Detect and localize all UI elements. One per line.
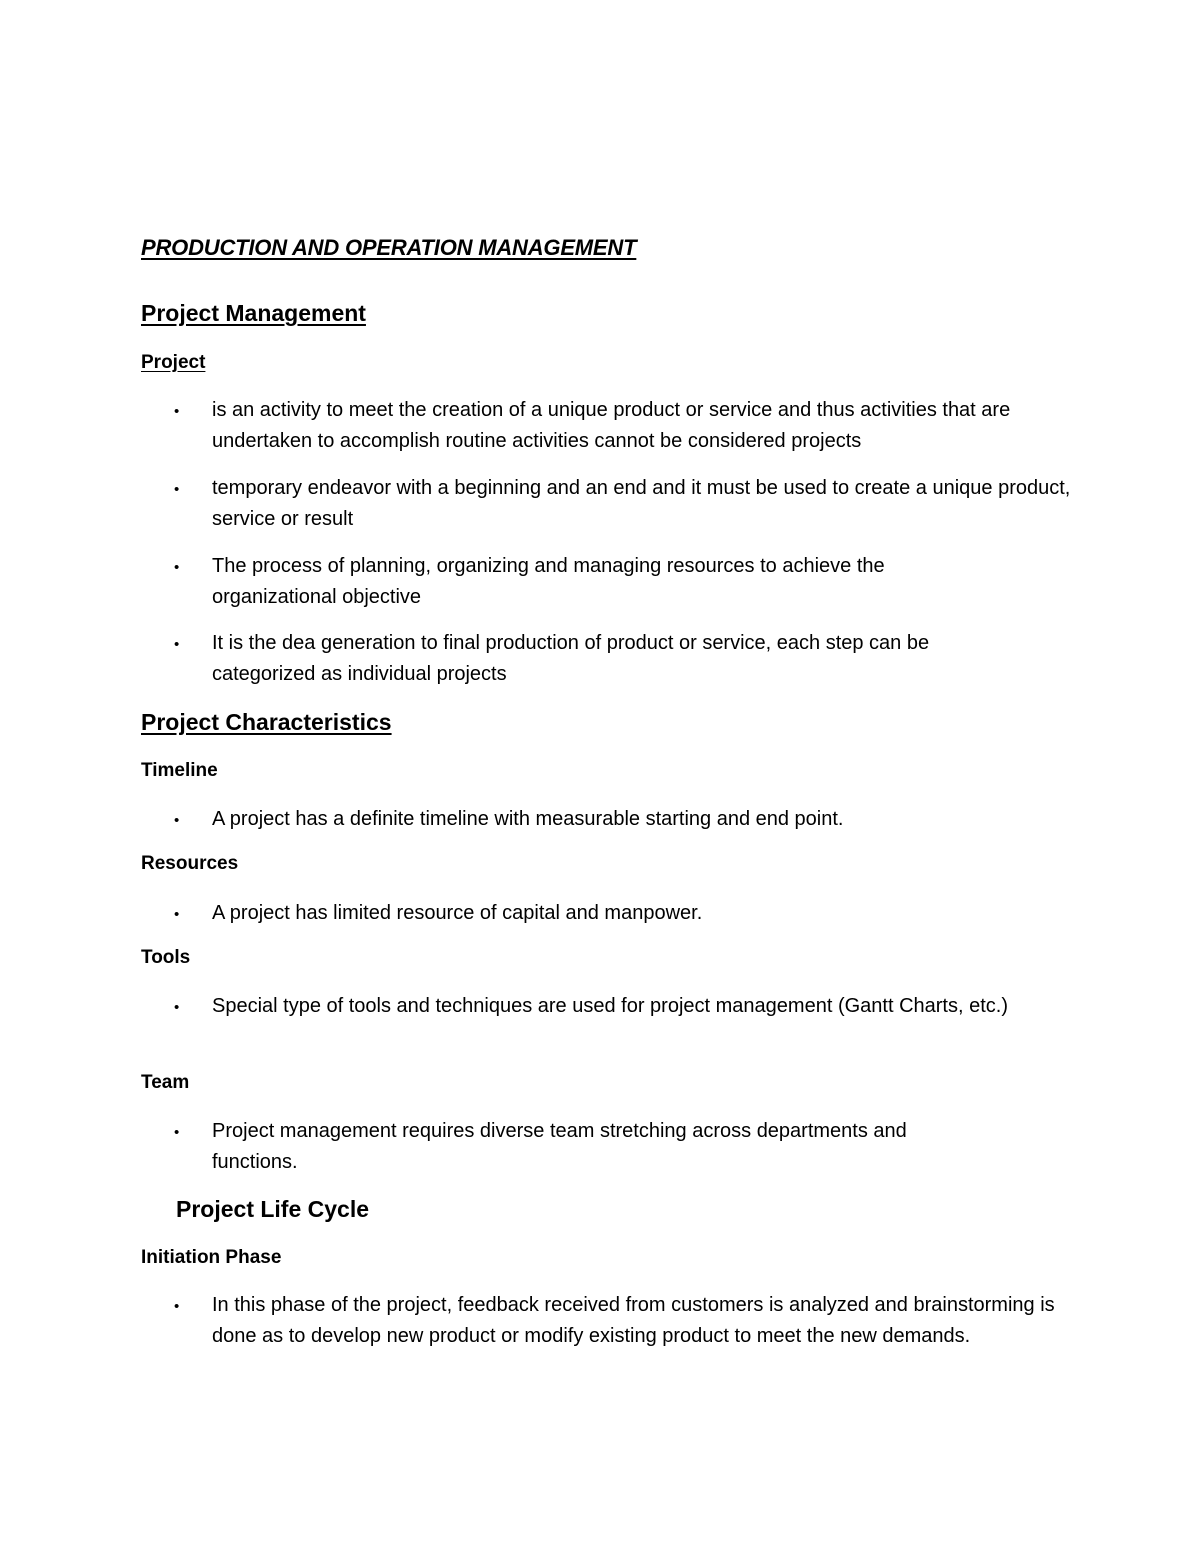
bullet-marker: •	[174, 559, 180, 576]
bullet-marker: •	[174, 999, 180, 1016]
resources-bullet: A project has limited resource of capital and manpower.	[212, 902, 703, 924]
project-bullet-1: is an activity to meet the creation of a unique product or service and thus activities that are undertaken to accomplish routine activities cannot be considered projects	[212, 399, 1011, 452]
bullet-marker: •	[174, 812, 180, 829]
subheading-timeline: Timeline	[141, 760, 218, 781]
bullet-marker: •	[174, 636, 180, 653]
tools-bullet: Special type of tools and techniques are used for project management (Gantt Charts, etc.)	[212, 995, 1008, 1017]
project-bullet-3: The process of planning, organizing and managing resources to achieve the organizational objective	[212, 555, 885, 608]
subheading-tools: Tools	[141, 947, 191, 968]
subheading-initiation-phase: Initiation Phase	[141, 1247, 282, 1268]
timeline-bullet: A project has a definite timeline with measurable starting and end point.	[212, 808, 844, 830]
heading-project-life-cycle: Project Life Cycle	[176, 1196, 370, 1222]
project-bullet-2: temporary endeavor with a beginning and an end and it must be used to create a unique product, service or result	[212, 477, 1071, 530]
initiation-bullet: In this phase of the project, feedback received from customers is analyzed and brainstorming is done as to develop new product or modify existing product to meet the new demands.	[212, 1294, 1055, 1347]
subheading-project: Project	[141, 352, 206, 373]
bullet-marker: •	[174, 481, 180, 498]
heading-project-management: Project Management	[141, 300, 366, 326]
bullet-marker: •	[174, 1124, 180, 1141]
subheading-team: Team	[141, 1072, 190, 1093]
bullet-marker: •	[174, 1298, 180, 1315]
heading-project-characteristics: Project Characteristics	[141, 709, 392, 735]
document-title: PRODUCTION AND OPERATION MANAGEMENT	[141, 235, 637, 260]
bullet-marker: •	[174, 906, 180, 923]
subheading-resources: Resources	[141, 853, 239, 874]
team-bullet: Project management requires diverse team stretching across departments and functions.	[212, 1120, 907, 1173]
project-bullet-4: It is the dea generation to final production of product or service, each step can be categorized as individual projects	[212, 632, 930, 685]
bullet-marker: •	[174, 403, 180, 420]
